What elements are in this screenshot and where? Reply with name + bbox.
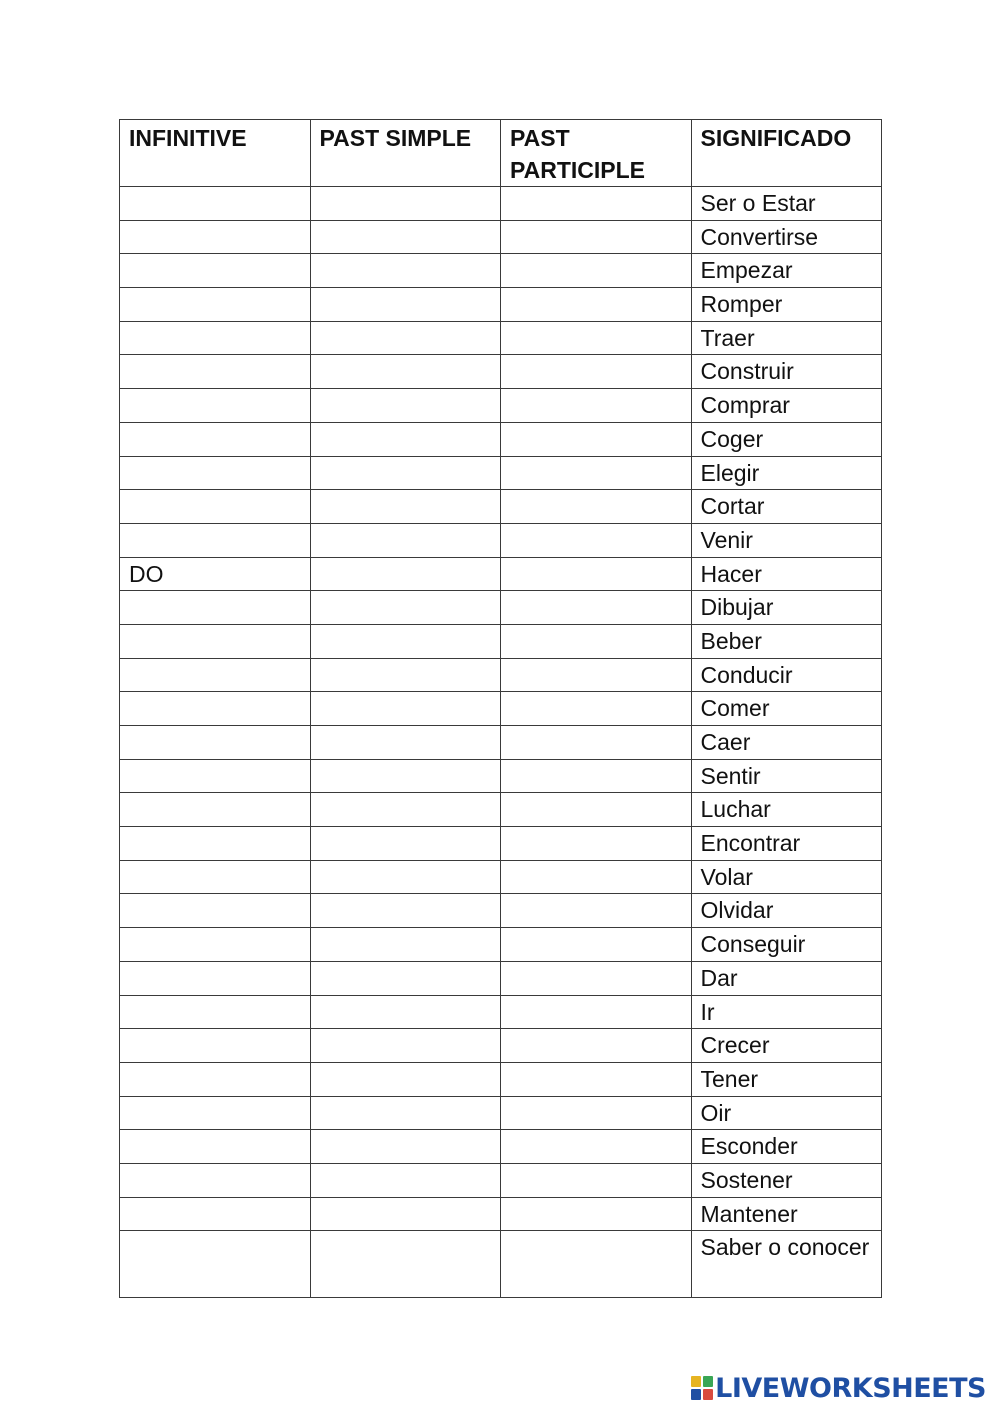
cell-past-simple[interactable]: [310, 254, 501, 288]
cell-past-participle[interactable]: [501, 726, 692, 760]
cell-past-participle[interactable]: [501, 1062, 692, 1096]
header-past-participle: PAST PARTICIPLE: [501, 120, 692, 187]
cell-significado: Volar: [691, 860, 882, 894]
table-row: [120, 523, 882, 557]
cell-past-participle[interactable]: [501, 389, 692, 423]
cell-past-simple[interactable]: [310, 1096, 501, 1130]
table-row: [120, 1062, 882, 1096]
cell-past-participle[interactable]: [501, 456, 692, 490]
cell-significado: Traer: [691, 321, 882, 355]
cell-past-simple[interactable]: [310, 1130, 501, 1164]
cell-past-participle[interactable]: [501, 1096, 692, 1130]
cell-past-simple[interactable]: [310, 961, 501, 995]
cell-past-simple[interactable]: [310, 624, 501, 658]
table-row: [120, 490, 882, 524]
cell-past-participle[interactable]: [501, 961, 692, 995]
cell-significado: Esconder: [691, 1130, 882, 1164]
table-row: [120, 1029, 882, 1063]
cell-past-participle[interactable]: [501, 557, 692, 591]
table-row: [120, 827, 882, 861]
cell-significado: Sentir: [691, 759, 882, 793]
cell-infinitive[interactable]: [120, 827, 311, 861]
cell-infinitive[interactable]: [120, 793, 311, 827]
header-row: [120, 120, 882, 187]
cell-significado: Coger: [691, 422, 882, 456]
cell-significado: Cortar: [691, 490, 882, 524]
cell-past-participle[interactable]: [501, 1130, 692, 1164]
cell-past-simple[interactable]: [310, 1163, 501, 1197]
table-row: [120, 1163, 882, 1197]
liveworksheets-logo: [691, 1368, 986, 1408]
cell-past-participle[interactable]: [501, 288, 692, 322]
cell-past-simple[interactable]: [310, 456, 501, 490]
table-row: [120, 1197, 882, 1231]
cell-significado: Sostener: [691, 1163, 882, 1197]
cell-significado: Oir: [691, 1096, 882, 1130]
table-row: [120, 456, 882, 490]
cell-past-participle[interactable]: [501, 1029, 692, 1063]
cell-significado: Empezar: [691, 254, 882, 288]
cell-infinitive[interactable]: [120, 1197, 311, 1231]
table-row: [120, 422, 882, 456]
cell-infinitive[interactable]: [120, 288, 311, 322]
cell-past-simple[interactable]: [310, 726, 501, 760]
table-row: [120, 254, 882, 288]
cell-infinitive[interactable]: [120, 523, 311, 557]
table-row: [120, 321, 882, 355]
cell-significado: Hacer: [691, 557, 882, 591]
table-row: [120, 288, 882, 322]
cell-infinitive[interactable]: [120, 490, 311, 524]
cell-past-simple[interactable]: [310, 591, 501, 625]
cell-past-simple[interactable]: [310, 355, 501, 389]
table-row: [120, 726, 882, 760]
cell-past-simple[interactable]: [310, 995, 501, 1029]
cell-past-simple[interactable]: [310, 1029, 501, 1063]
cell-significado: Caer: [691, 726, 882, 760]
cell-infinitive[interactable]: [120, 1130, 311, 1164]
table-row: [120, 1130, 882, 1164]
cell-significado: Conducir: [691, 658, 882, 692]
cell-past-participle[interactable]: [501, 355, 692, 389]
cell-infinitive[interactable]: [120, 187, 311, 221]
cell-infinitive[interactable]: [120, 995, 311, 1029]
cell-significado: Saber o conocer: [691, 1231, 882, 1298]
table-row: [120, 187, 882, 221]
cell-significado: Encontrar: [691, 827, 882, 861]
cell-infinitive[interactable]: [120, 591, 311, 625]
cell-past-simple[interactable]: [310, 490, 501, 524]
cell-past-participle[interactable]: [501, 894, 692, 928]
cell-past-participle[interactable]: [501, 793, 692, 827]
cell-past-participle[interactable]: [501, 254, 692, 288]
cell-past-simple[interactable]: [310, 321, 501, 355]
cell-significado: Construir: [691, 355, 882, 389]
cell-past-participle[interactable]: [501, 759, 692, 793]
cell-past-participle[interactable]: [501, 1163, 692, 1197]
cell-significado: Venir: [691, 523, 882, 557]
table-row: [120, 894, 882, 928]
brand-name: LIVEWORKSHEETS: [715, 1372, 986, 1404]
cell-infinitive[interactable]: DO: [120, 557, 311, 591]
cell-past-simple[interactable]: [310, 288, 501, 322]
cell-past-participle[interactable]: [501, 928, 692, 962]
table-row: [120, 220, 882, 254]
verb-table: [119, 119, 882, 1298]
cell-infinitive[interactable]: [120, 355, 311, 389]
cell-infinitive[interactable]: [120, 624, 311, 658]
liveworksheets-mark-icon: [691, 1376, 713, 1400]
table-body: [120, 187, 882, 1298]
header-significado: SIGNIFICADO: [691, 120, 882, 187]
table-row: [120, 389, 882, 423]
cell-infinitive[interactable]: [120, 422, 311, 456]
cell-significado: Tener: [691, 1062, 882, 1096]
cell-past-simple[interactable]: [310, 827, 501, 861]
cell-significado: Comer: [691, 692, 882, 726]
table-row: [120, 1231, 882, 1298]
cell-infinitive[interactable]: [120, 220, 311, 254]
cell-infinitive[interactable]: [120, 456, 311, 490]
cell-significado: Beber: [691, 624, 882, 658]
cell-significado: Crecer: [691, 1029, 882, 1063]
cell-significado: Dar: [691, 961, 882, 995]
table-row: [120, 860, 882, 894]
cell-past-participle[interactable]: [501, 591, 692, 625]
cell-past-simple[interactable]: [310, 759, 501, 793]
cell-significado: Comprar: [691, 389, 882, 423]
cell-past-simple[interactable]: [310, 422, 501, 456]
cell-infinitive[interactable]: [120, 894, 311, 928]
header-infinitive: INFINITIVE: [120, 120, 311, 187]
cell-infinitive[interactable]: [120, 254, 311, 288]
table-row: [120, 624, 882, 658]
cell-past-participle[interactable]: [501, 220, 692, 254]
cell-past-simple[interactable]: [310, 692, 501, 726]
table-row: [120, 928, 882, 962]
cell-past-simple[interactable]: [310, 523, 501, 557]
table-row: [120, 355, 882, 389]
cell-significado: Dibujar: [691, 591, 882, 625]
cell-infinitive[interactable]: [120, 1029, 311, 1063]
cell-past-simple[interactable]: [310, 187, 501, 221]
cell-past-participle[interactable]: [501, 624, 692, 658]
table-row: [120, 591, 882, 625]
cell-past-participle[interactable]: [501, 658, 692, 692]
cell-significado: Mantener: [691, 1197, 882, 1231]
cell-infinitive[interactable]: [120, 389, 311, 423]
cell-past-participle[interactable]: [501, 1231, 692, 1298]
cell-significado: Convertirse: [691, 220, 882, 254]
cell-past-participle[interactable]: [501, 187, 692, 221]
cell-past-simple[interactable]: [310, 389, 501, 423]
cell-significado: Ser o Estar: [691, 187, 882, 221]
cell-infinitive[interactable]: [120, 928, 311, 962]
cell-infinitive[interactable]: [120, 726, 311, 760]
cell-infinitive[interactable]: [120, 692, 311, 726]
cell-significado: Elegir: [691, 456, 882, 490]
cell-past-simple[interactable]: [310, 793, 501, 827]
cell-past-participle[interactable]: [501, 321, 692, 355]
cell-infinitive[interactable]: [120, 1163, 311, 1197]
cell-infinitive[interactable]: [120, 860, 311, 894]
cell-past-simple[interactable]: [310, 1231, 501, 1298]
cell-past-simple[interactable]: [310, 1062, 501, 1096]
table-row: [120, 557, 882, 591]
table-row: [120, 961, 882, 995]
cell-significado: Ir: [691, 995, 882, 1029]
cell-infinitive[interactable]: [120, 1231, 311, 1298]
cell-past-simple[interactable]: [310, 658, 501, 692]
cell-significado: Luchar: [691, 793, 882, 827]
cell-significado: Romper: [691, 288, 882, 322]
header-past-simple: PAST SIMPLE: [310, 120, 501, 187]
cell-infinitive[interactable]: [120, 961, 311, 995]
cell-infinitive[interactable]: [120, 1062, 311, 1096]
table-row: [120, 793, 882, 827]
cell-past-simple[interactable]: [310, 894, 501, 928]
cell-infinitive[interactable]: [120, 658, 311, 692]
cell-past-participle[interactable]: [501, 692, 692, 726]
cell-infinitive[interactable]: [120, 759, 311, 793]
cell-past-participle[interactable]: [501, 490, 692, 524]
cell-past-simple[interactable]: [310, 1197, 501, 1231]
cell-past-participle[interactable]: [501, 422, 692, 456]
cell-infinitive[interactable]: [120, 321, 311, 355]
cell-past-simple[interactable]: [310, 860, 501, 894]
cell-past-participle[interactable]: [501, 995, 692, 1029]
table-row: [120, 692, 882, 726]
cell-past-participle[interactable]: [501, 827, 692, 861]
cell-significado: Conseguir: [691, 928, 882, 962]
table-row: [120, 1096, 882, 1130]
cell-past-simple[interactable]: [310, 928, 501, 962]
table-row: [120, 658, 882, 692]
table-row: [120, 759, 882, 793]
cell-past-simple[interactable]: [310, 557, 501, 591]
cell-infinitive[interactable]: [120, 1096, 311, 1130]
cell-significado: Olvidar: [691, 894, 882, 928]
cell-past-participle[interactable]: [501, 523, 692, 557]
cell-past-participle[interactable]: [501, 860, 692, 894]
cell-past-simple[interactable]: [310, 220, 501, 254]
cell-past-participle[interactable]: [501, 1197, 692, 1231]
table-row: [120, 995, 882, 1029]
